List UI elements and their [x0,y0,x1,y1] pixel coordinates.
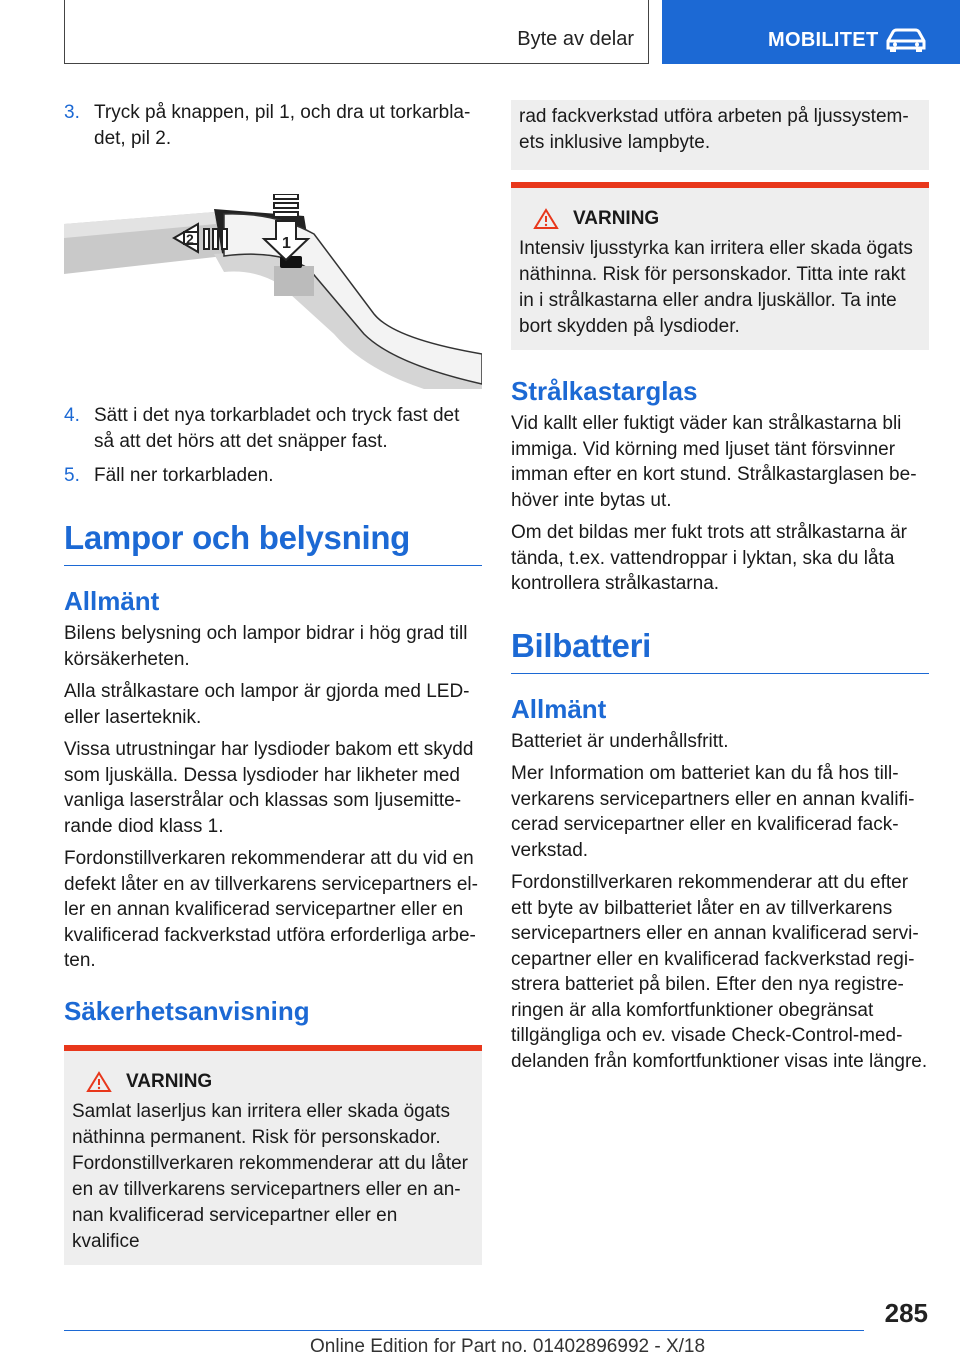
header-section-box [64,0,649,64]
edition-text: Online Edition for Part no. 01402896992 - X/18 [310,1336,706,1357]
left-column [64,100,482,1265]
step-4 [64,403,482,455]
arrow-label-1: 1 [282,235,291,252]
step-text: Sätt i det nya torkarbladet och tryck fast det så att det hörs att det snäpper fast. [94,405,460,452]
warning-title: VARNING [126,1070,213,1092]
paragraph: Bilens belysning och lampor bidrar i hög grad till körsäkerheten. [64,623,468,670]
warning-header [519,208,921,230]
paragraph: Fordonstillverkaren rekommenderar att du vid en defekt låter en av tillverkarens servicepartners eller en annan kvalificerad servicepartner eller en kvalificerad fackverkstad utföra erforderliga arbeten. [64,848,478,971]
warning-triangle-icon [86,1071,112,1093]
wiper-blade-illustration [64,194,482,389]
step-number: 5. [64,465,80,486]
warning-header [72,1071,474,1093]
warning-triangle-icon [533,208,559,230]
step-text: Fäll ner torkarbladen. [94,465,274,486]
step-5 [64,463,482,489]
section-heading-bilbatteri: Bilbatteri [511,627,929,674]
paragraph: Om det bildas mer fukt trots att strålkastarna är tända, t.ex. vattendroppar i lyktan, ska du låta kontrollera strålkastarna. [511,522,907,594]
warning-box [511,182,929,350]
section-title: Byte av delar [517,28,634,50]
subheading-stralkastarglas: Strålkastarglas [511,376,698,406]
paragraph: Fordonstillverkaren rekommenderar att du efter ett byte av bilbatteriet låter en av tillverkarens servicepartners eller en annan kvalificerad servicepartner eller en kvalificerad fackverkstad registrera batteriet på bilen. Efter den nya registreringen är alla komfortfunktioner obegränsat tillgängliga och ev. visade Check-Control-meddelanden från komfortfunktioner visas inte längre. [511,872,928,1072]
warning-text: Intensiv ljusstyrka kan irritera eller skada ögats näthinna. Risk för personskador. Titta inte rakt in i strålkastarna eller andra ljuskällor. Ta inte bort skydden på lysdioder. [519,238,913,337]
subheading-sakerhetsanvisning: Säkerhetsanvisning [64,995,310,1026]
step-text: Tryck på knappen, pil 1, och dra ut torkarbladet, pil 2. [94,102,471,149]
paragraph: Vissa utrustningar har lysdioder bakom ett skydd som ljuskälla. Dessa lysdioder har likheter med vanliga laserstrålar och klassas som ljusemitterande diod klass 1. [64,739,474,837]
warning-text: Samlat laserljus kan irritera eller skada ögats näthinna permanent. Risk för personskador. Fordonstillverkaren rekommenderar att du låter en av tillverkarens servicepartners eller en annan kvalificerad servicepartner eller en kvalifice [72,1100,469,1252]
paragraph: Vid kallt eller fuktigt väder kan strålkastarna bli immiga. Vid körning med ljuset tänt försvinner imman efter en kort stund. Strålkastarglasen behöver inte bytas ut. [511,413,917,511]
chapter-label: MOBILITET [768,29,879,51]
step-3 [64,100,482,152]
paragraph: Batteriet är underhållsfritt. [511,730,729,752]
car-icon [884,27,928,53]
paragraph: Mer Information om batteriet kan du få hos tillverkarens servicepartners eller en annan kvalificerad servicepartner eller en kvalificerad fackverkstad. [511,763,915,861]
subheading-allmant: Allmänt [511,693,607,724]
warning-title: VARNING [573,208,660,229]
chapter-tab [662,0,960,64]
section-heading-lampor: Lampor och belysning [64,519,482,566]
paragraph: Alla strålkastare och lampor är gjorda med LED- eller laserteknik. [64,681,470,728]
right-column [511,100,929,1081]
step-number: 4. [64,405,80,426]
warning-continuation: rad fackverkstad utföra arbeten på ljussystemets inklusive lampbyte. [511,100,929,170]
subheading-allmant: Allmänt [64,586,160,616]
step-number: 3. [64,102,80,123]
footer-divider [64,1330,864,1331]
warning-box [64,1045,482,1265]
page-number: 285 [884,1298,928,1328]
arrow-label-2: 2 [186,231,194,247]
